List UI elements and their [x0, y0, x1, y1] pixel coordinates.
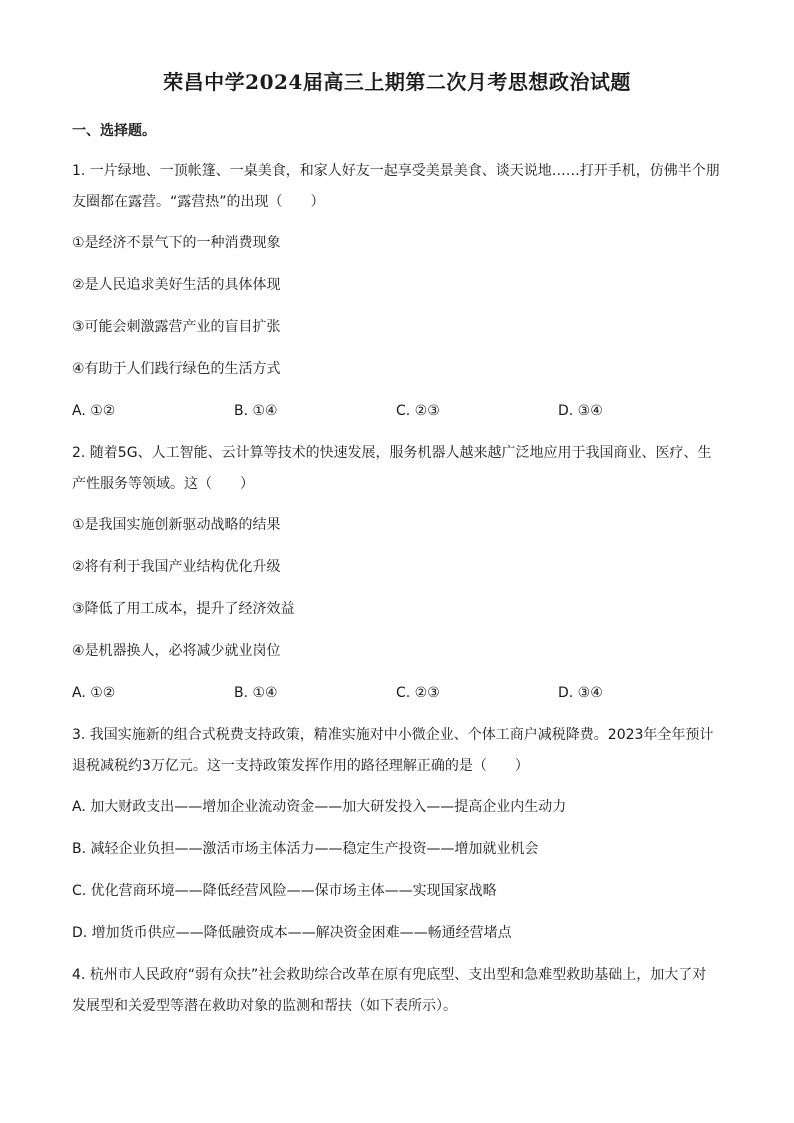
question-1-statement-3: ③可能会刺激露营产业的盲目扩张	[72, 319, 281, 335]
question-3-choice-a[interactable]: A. 加大财政支出——增加企业流动资金——加大研发投入——提高企业内生动力	[72, 799, 567, 815]
question-3-choice-b[interactable]: B. 减轻企业负担——激活市场主体活力——稳定生产投资——增加就业机会	[72, 841, 539, 857]
question-1-option-a[interactable]: A. ①②	[72, 403, 116, 419]
question-1-option-c[interactable]: C. ②③	[396, 403, 440, 419]
question-1-option-b[interactable]: B. ①④	[234, 403, 278, 419]
question-3-line-2: 退税减税约3万亿元。这一支持政策发挥作用的路径理解正确的是（ ）	[72, 758, 529, 774]
question-3-choice-d[interactable]: D. 增加货币供应——降低融资成本——解决资金困难——畅通经营堵点	[72, 925, 512, 941]
question-2-option-d[interactable]: D. ③④	[558, 685, 603, 701]
question-2-statement-4: ④是机器换人，必将减少就业岗位	[72, 643, 281, 659]
question-2-option-b[interactable]: B. ①④	[234, 685, 278, 701]
section-heading: 一、选择题。	[72, 123, 156, 139]
question-1-statement-4: ④有助于人们践行绿色的生活方式	[72, 361, 281, 377]
question-1-line-2: 友圈都在露营。“露营热”的出现（ ）	[72, 194, 325, 210]
question-1-line-1: 1. 一片绿地、一顶帐篷、一桌美食，和家人好友一起享受美景美食、谈天说地……打开手机，仿佛半个朋	[72, 163, 720, 179]
question-4-line-2: 发展型和关爱型等潜在救助对象的监测和帮扶（如下表所示）。	[72, 998, 457, 1014]
question-2-option-c[interactable]: C. ②③	[396, 685, 440, 701]
question-3-choice-c[interactable]: C. 优化营商环境——降低经营风险——保市场主体——实现国家战略	[72, 883, 497, 899]
document-title: 荣昌中学2024届高三上期第二次月考思想政治试题	[163, 70, 631, 94]
question-3-line-1: 3. 我国实施新的组合式税费支持政策，精准实施对中小微企业、个体工商户减税降费。2023年全年预计	[72, 727, 714, 743]
question-2-line-2: 产性服务等领域。这（ ）	[72, 476, 254, 492]
question-2-option-a[interactable]: A. ①②	[72, 685, 116, 701]
question-1-option-d[interactable]: D. ③④	[558, 403, 603, 419]
question-1-statement-1: ①是经济不景气下的一种消费现象	[72, 235, 281, 251]
question-1-statement-2: ②是人民追求美好生活的具体体现	[72, 277, 281, 293]
question-2-statement-2: ②将有利于我国产业结构优化升级	[72, 559, 281, 575]
question-2-statement-1: ①是我国实施创新驱动战略的结果	[72, 517, 281, 533]
question-2-line-1: 2. 随着5G、人工智能、云计算等技术的快速发展，服务机器人越来越广泛地应用于我国商业、医疗、生	[72, 445, 712, 461]
question-4-line-1: 4. 杭州市人民政府“弱有众扶”社会救助综合改革在原有兜底型、支出型和急难型救助基础上，加大了对	[72, 967, 707, 983]
question-2-statement-3: ③降低了用工成本，提升了经济效益	[72, 601, 295, 617]
